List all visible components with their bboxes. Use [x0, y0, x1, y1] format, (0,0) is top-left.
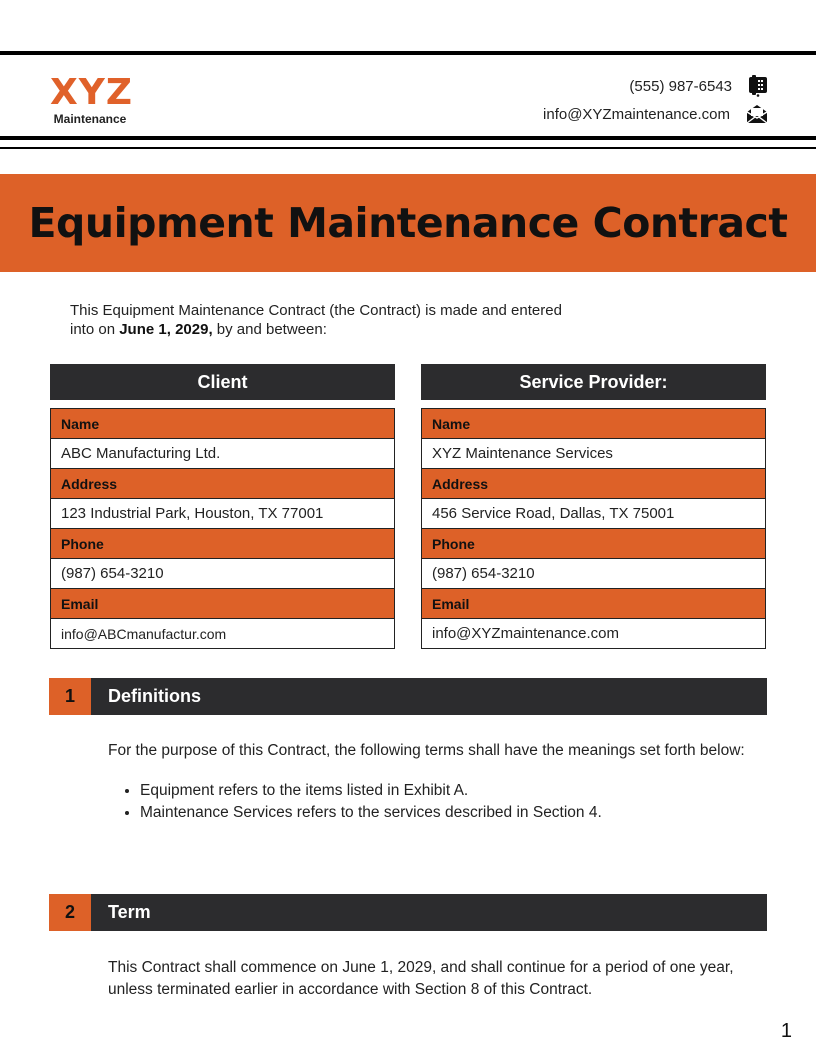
client-address-label: Address: [51, 469, 394, 499]
list-item: • Maintenance Services refers to the services described in Section 4.: [140, 802, 748, 824]
company-logo: [50, 72, 133, 126]
logo-subtitle: Maintenance: [53, 112, 127, 126]
provider-phone-label: Phone: [422, 529, 765, 559]
client-phone-label: Phone: [51, 529, 394, 559]
section-2-header: [49, 894, 767, 931]
client-name-label: Name: [51, 409, 394, 439]
client-heading: Client: [50, 364, 395, 400]
envelope-icon: [746, 104, 768, 124]
intro-line-2-suffix: by and between:: [212, 321, 327, 338]
header-top-rule: [0, 51, 816, 55]
intro-line-1: This Equipment Maintenance Contract (the Contract) is made and entered: [70, 302, 562, 319]
section-2-number: 2: [49, 894, 91, 931]
client-panel: [50, 364, 395, 649]
section-1-header: [49, 678, 767, 715]
client-address-value: 123 Industrial Park, Houston, TX 77001: [51, 499, 394, 529]
client-email-value: info@ABCmanufactur.com: [51, 619, 394, 649]
list-item: • Equipment refers to the items listed in Exhibit A.: [140, 780, 748, 802]
provider-email-label: Email: [422, 589, 765, 619]
header-bottom-rule: [0, 136, 816, 140]
logo-mark: XYZ: [50, 72, 133, 113]
header-phone-text: (555) 987-6543: [629, 77, 732, 95]
intro-line-2-prefix: into on: [70, 321, 120, 338]
provider-heading: Service Provider:: [421, 364, 766, 400]
section-2-paragraph: This Contract shall commence on June 1, 2029, and shall continue for a period of one year, unless terminated earlier in accordance with Section 8 of this Contract.: [108, 959, 734, 998]
section-2-body: [108, 957, 748, 1001]
provider-phone-value: (987) 654-3210: [422, 559, 765, 589]
section-1-number: 1: [49, 678, 91, 715]
section-1-title: Definitions: [91, 678, 767, 715]
section-1-list: [108, 780, 748, 824]
contract-date: June 1, 2029,: [119, 321, 213, 338]
section-1-body: [108, 740, 748, 824]
provider-panel: [421, 364, 766, 649]
client-details-table: [50, 408, 395, 649]
contact-email: [543, 102, 768, 126]
page-number: 1: [780, 1020, 792, 1042]
intro-paragraph: [70, 301, 630, 339]
title-band: [0, 174, 816, 272]
provider-address-label: Address: [422, 469, 765, 499]
client-name-value: ABC Manufacturing Ltd.: [51, 439, 394, 469]
header-email-text[interactable]: info@XYZmaintenance.com: [543, 105, 730, 123]
contact-phone: [629, 74, 768, 98]
section-2-title: Term: [91, 894, 767, 931]
phone-icon: [748, 75, 768, 97]
provider-email-value: info@XYZmaintenance.com: [422, 619, 765, 649]
provider-address-value: 456 Service Road, Dallas, TX 75001: [422, 499, 765, 529]
section-1-paragraph: For the purpose of this Contract, the following terms shall have the meanings set forth below:: [108, 742, 745, 759]
provider-name-label: Name: [422, 409, 765, 439]
header-thin-rule: [0, 147, 816, 149]
client-email-label: Email: [51, 589, 394, 619]
provider-name-value: XYZ Maintenance Services: [422, 439, 765, 469]
client-phone-value: (987) 654-3210: [51, 559, 394, 589]
page-title: Equipment Maintenance Contract: [28, 199, 788, 247]
provider-details-table: [421, 408, 766, 649]
